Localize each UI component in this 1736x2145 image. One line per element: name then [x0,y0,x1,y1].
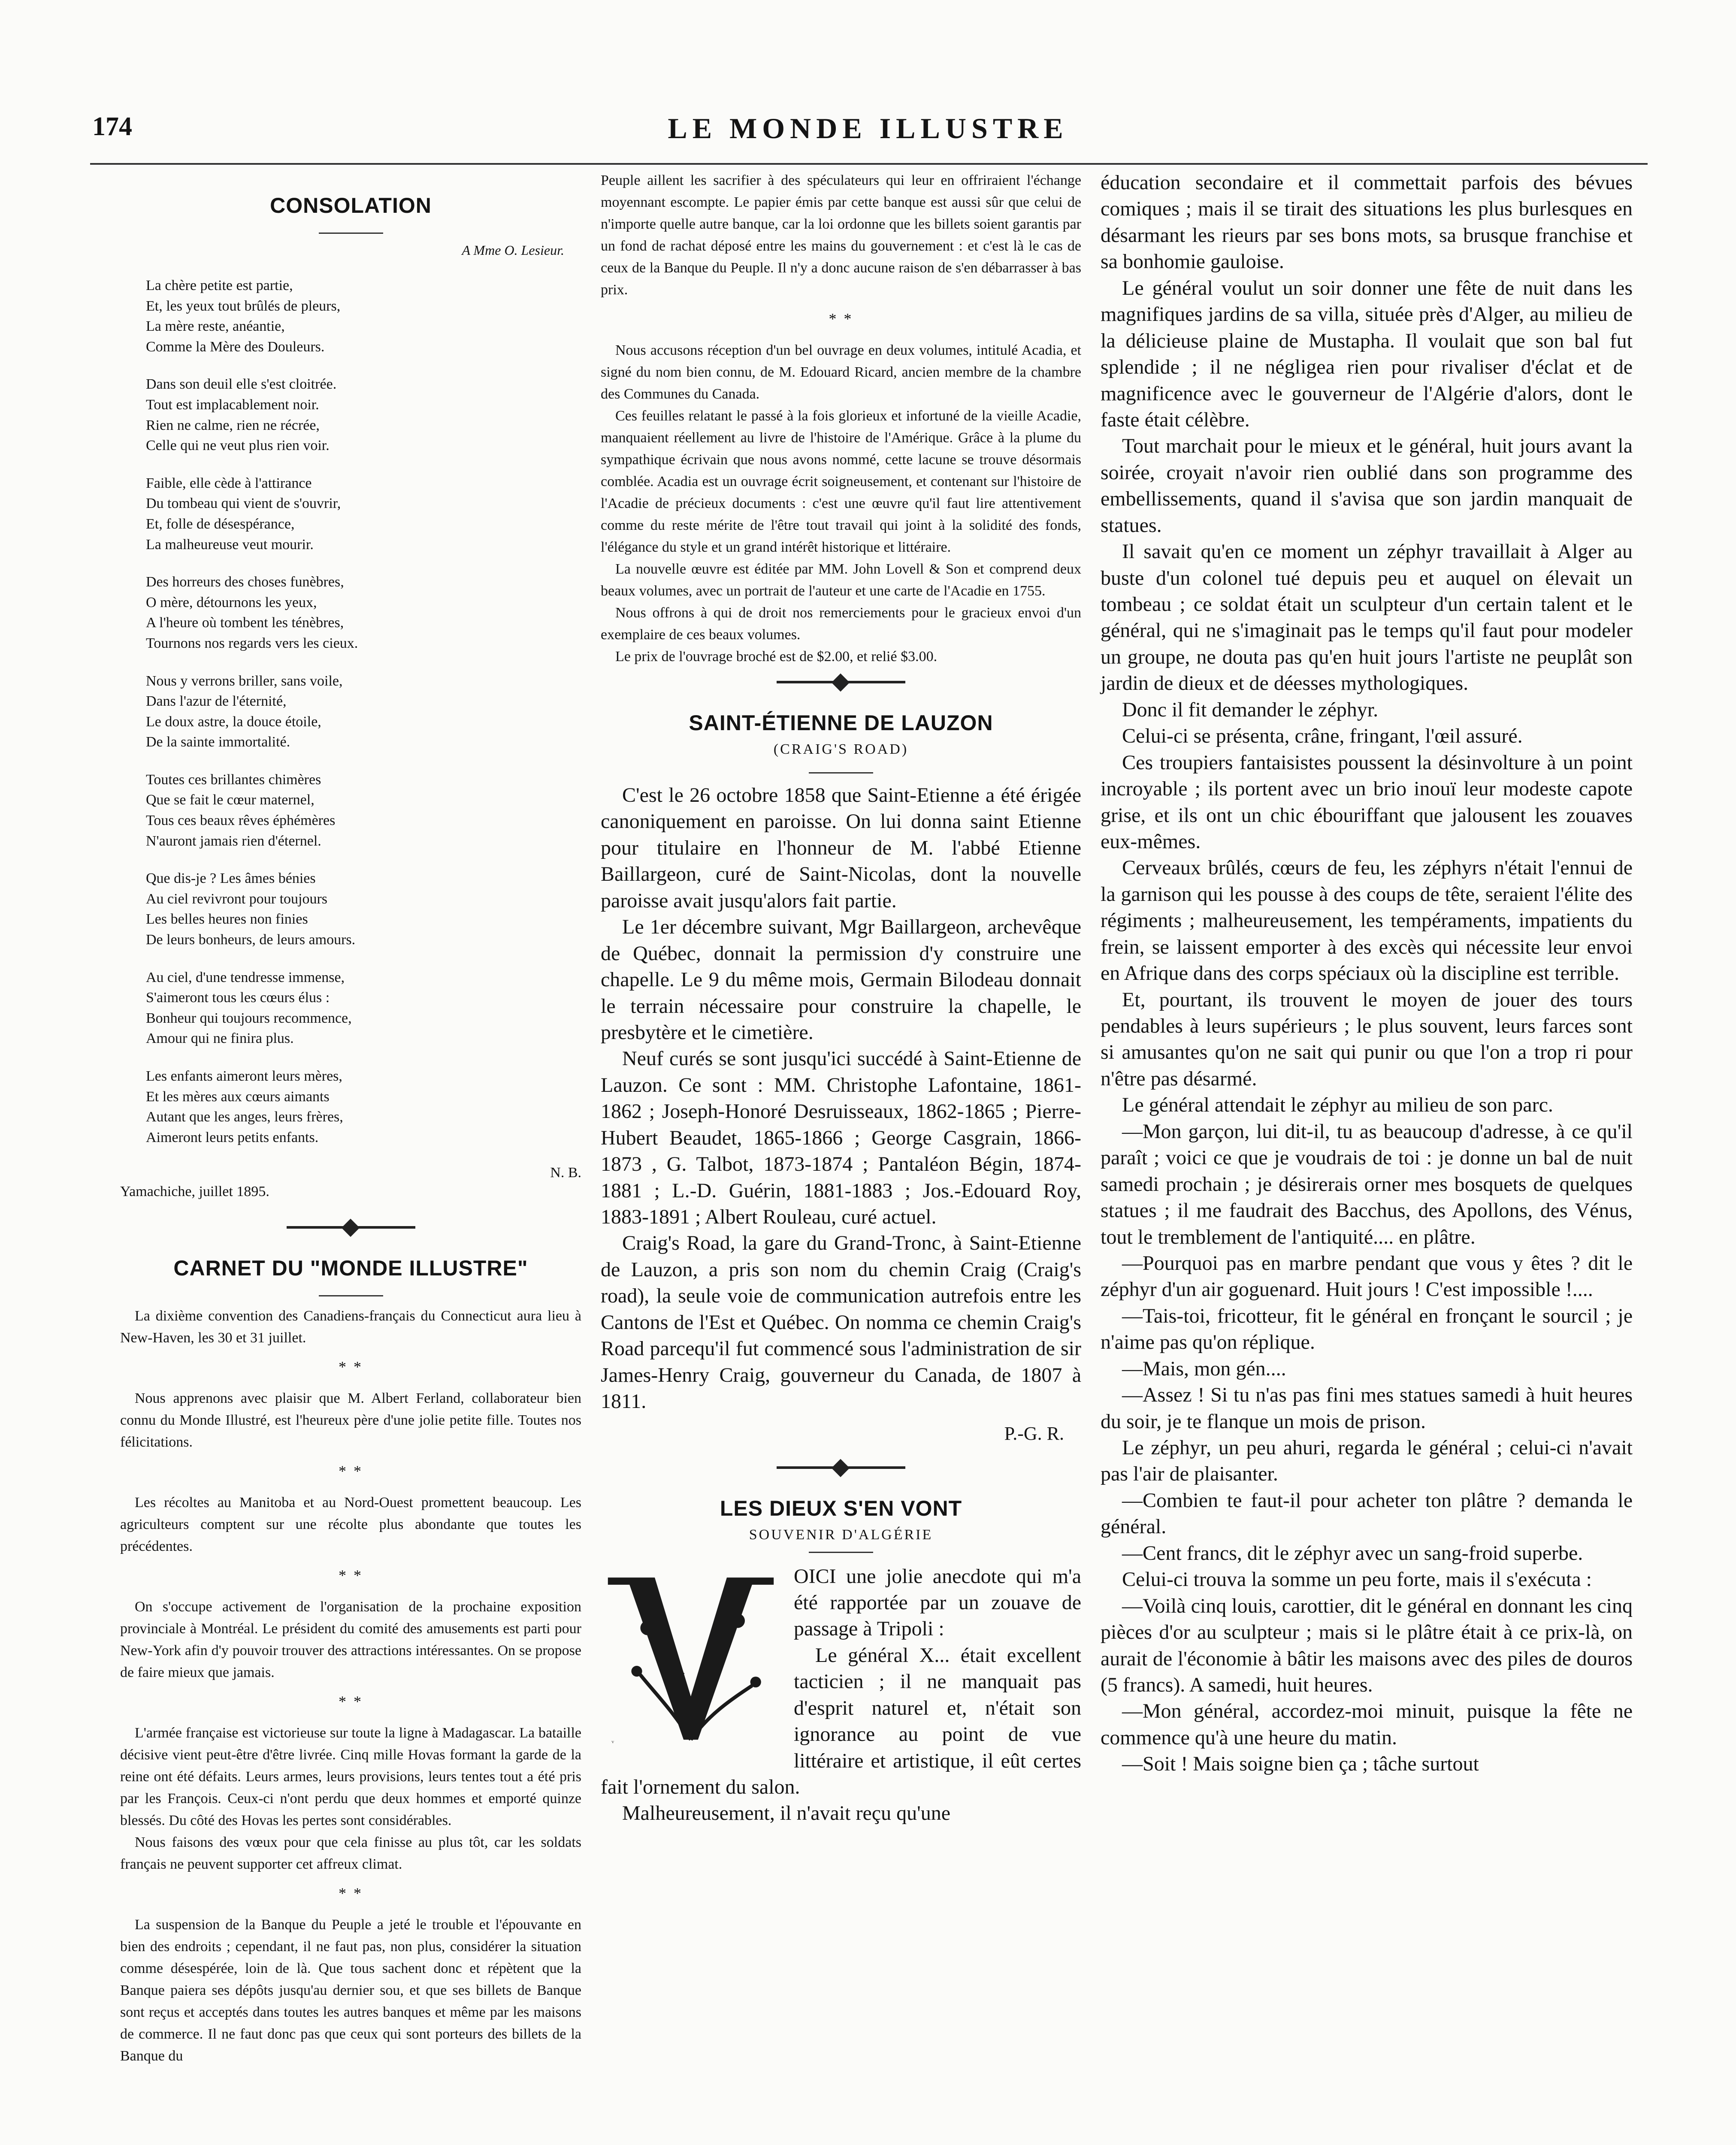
dieux-paragraph: —Voilà cinq louis, carottier, dit le général en donnant les cinq pièces d'or au sculpteur ; mais si le plâtre était à ce prix-là, on aurait de l'économie à bâtir les maisons avec des piles de douros (5 francs). A samedi, huit heures. [1101,1594,1633,1696]
poem-line: N'auront jamais rien d'éternel. [146,833,321,849]
acadia-paragraph: La nouvelle œuvre est éditée par MM. John Lovell & Son et comprend deux beaux volumes, avec un portrait de l'auteur et une carte de l'Acadie en 1755. [601,561,1081,599]
poem-line: Tout est implacablement noir. [146,396,319,413]
title-rule [319,233,383,234]
poem-stanza [146,770,581,851]
poem-line: La chère petite est partie, [146,278,293,293]
poem-line: Toutes ces brillantes chimères [146,771,321,788]
poem-line: Dans son deuil elle s'est cloitrée. [146,376,337,393]
carnet-paragraph: Nous faisons des vœux pour que cela finisse au plus tôt, car les soldats français ne peuvent supporter cet affreux climat. [120,1834,581,1873]
poem-line: Autant que les anges, leurs frères, [146,1109,343,1125]
poem-line: Amour qui ne finira plus. [146,1030,294,1047]
lauzon-paragraph: Le 1er décembre suivant, Mgr Baillargeon, archevêque de Québec, donnait la permission d'y construire une chapelle. Le 9 du même mois, Germain Bilodeau donnait le terrain nécessaire pour construire la chapelle, le presbytère et le cimetière. [601,915,1081,1044]
poem-line: Rien ne calme, rien ne récrée, [146,417,320,433]
dieux-paragraph: Le général attendait le zéphyr au milieu de son parc. [1122,1094,1553,1117]
dieux-subtitle: SOUVENIR D'ALGÉRIE [749,1526,933,1543]
poem-line: Au ciel revivront pour toujours [146,891,328,907]
poem-stanza [146,671,581,752]
acadia-paragraph: Le prix de l'ouvrage broché est de $2.00, et relié $3.00. [615,649,938,665]
page-number: 174 [92,112,132,141]
poem-line: Et, les yeux tout brûlés de pleurs, [146,298,341,314]
separator-asterism: * * [339,1567,363,1584]
masthead: LE MONDE ILLUSTRE [668,112,1068,145]
poem-stanza [146,572,581,653]
poem-line: Les enfants aimeront leurs mères, [146,1068,342,1084]
consolation-title: CONSOLATION [270,193,432,218]
poem-line: Au ciel, d'une tendresse immense, [146,969,345,985]
column-1 [120,169,581,2067]
column-3 [1101,169,1633,1777]
carnet-paragraph: On s'occupe activement de l'organisation de la prochaine exposition provinciale à Montréal. Le président du comité des amusements est parti pour New-York afin d'y pouvoir trouver des attractions intéressantes. On se propose de faire mieux que jamais. [120,1599,581,1681]
poem-line: Faible, elle cède à l'attirance [146,475,312,491]
poem-line: Nous y verrons briller, sans voile, [146,673,343,689]
lauzon-paragraph: Neuf curés se sont jusqu'ici succédé à Saint-Etienne de Lauzon. Ce sont : MM. Christophe Lafontaine, 1861-1862 ; Joseph-Honoré Desruisseaux, 1862-1865 ; Pierre-Hubert Beaudet, 1865-1866 ; George Casgrain, 1866-1873 , G. Talbot, 1873-1874 ; Pantaléon Bégin, 1874-1881 ; L.-D. Guérin, 1881-1883 ; Jos.-Edouard Roy, 1883-1891 ; Albert Rouleau, curé actuel. [601,1047,1081,1228]
lauzon-paragraph: C'est le 26 octobre 1858 que Saint-Etienne a été érigée canoniquement en paroisse. On lui donna saint Etienne pour titulaire en l'honneur de M. l'abbé Etienne Baillargeon, curé de Saint-Nicolas, dont la nouvelle paroisse avait jusqu'alors fait partie. [601,784,1081,912]
dieux-paragraph: —Combien te faut-il pour acheter ton plâtre ? demanda le général. [1101,1489,1633,1538]
poem-line: Celle qui ne veut plus rien voir. [146,438,330,454]
separator-asterism: * * [829,310,853,327]
dieux-paragraph: Il savait qu'en ce moment un zéphyr travaillait à Alger au buste d'un colonel tué depuis peu et auquel on élevait un tombeau ; ce soldat était un sculpteur d'un certain talent et le général, qui ne s'imaginait pas le temps qu'il faut pour modeler un groupe, ne douta pas qu'en huit jours l'artiste ne peuplât son jardin de dieux et de déesses mythologiques. [1101,540,1633,695]
carnet-paragraph: La dixième convention des Canadiens-français du Connecticut aura lieu à New-Haven, les 30 et 31 juillet. [120,1308,581,1346]
title-rule [319,1295,383,1296]
dieux-paragraph: Et, pourtant, ils trouvent le moyen de jouer des tours pendables à leurs supérieurs ; le plus souvent, leurs farces sont si amusantes qu'on ne sait qui punir ou que l'on a trop ri pour n'être pas désarmé. [1101,988,1633,1090]
poem-line: Le doux astre, la douce étoile, [146,713,321,730]
title-rule [809,772,873,773]
dieux-paragraph: —Mais, mon gén.... [1122,1357,1286,1380]
poem-line: Et, folle de désespérance, [146,516,295,532]
poem-line: Les belles heures non finies [146,911,308,927]
dieux-paragraph: —Cent francs, dit le zéphyr avec un sang-froid superbe. [1122,1541,1583,1565]
lauzon-title: SAINT-ÉTIENNE DE LAUZON [689,711,993,735]
acadia-paragraph: Ces feuilles relatant le passé à la fois glorieux et infortuné de la vieille Acadie, manquaient réellement au livre de l'histoire de l'Amérique. Grâce à la plume du sympathique écrivain que nous avons nommé, cette lacune se trouve désormais comblée. Acadia est un ouvrage écrit soigneusement, et contenant sur l'histoire de l'Acadie de précieux documents : c'est une œuvre qu'il faut lire attentivement comme du reste mérite de l'être tout travail qui joint à la solidité des fonds, l'élégance du style et un grand intérêt historique et littéraire. [601,408,1081,555]
acadia-paragraph: Nous offrons à qui de droit nos remerciements pour le gracieux envoi d'un exemplaire de ces beaux volumes. [601,605,1081,643]
dieux-paragraph: Cerveaux brûlés, cœurs de feu, les zéphyrs n'était l'ennui de la garnison qui les pousse à des coups de tête, seraient l'élite des régiments ; malheureusement, les tempéraments, impatients du frein, se laissent emporter à des excès qui nécessite leur envoi en Afrique dans des corps spéciaux où la discipline est terrible. [1101,856,1633,985]
poem-signature: N. B. [550,1165,581,1181]
dieux-paragraph: Donc il fit demander le zéphyr. [1122,698,1379,721]
poem-line: Tous ces beaux rêves éphémères [146,813,336,829]
separator-asterism: * * [339,1358,363,1376]
poem-line: A l'heure où tombent les ténèbres, [146,615,344,631]
poem-stanza [146,1066,581,1148]
dieux-paragraph: Ces troupiers fantaisistes poussent la désinvolture à un point incroyable ; ils portent avec un brio inouï leur modeste capote grise, et ils ont un chic ébouriffant que jalousent les zouaves eux-mêmes. [1101,751,1633,853]
poem-line: Du tombeau qui vient de s'ouvrir, [146,495,341,512]
dieux-paragraph: Le zéphyr, un peu ahuri, regarda le général ; celui-ci n'avait pas l'air de plaisanter. [1101,1436,1633,1486]
column-2 [601,169,1081,1827]
poem-stanza [146,868,581,950]
dieux-paragraph: —Tais-toi, fricotteur, fit le général en fronçant le sourcil ; je n'aime pas qu'on réplique. [1101,1304,1633,1354]
page-header [0,112,1736,163]
carnet-paragraph: Nous apprenons avec plaisir que M. Albert Ferland, collaborateur bien connu du Monde Illustré, est l'heureux père d'une jolie petite fille. Toutes nos félicitations. [120,1390,581,1450]
carnet-continuation: Peuple aillent les sacrifier à des spéculateurs qui leur en offriraient l'échange moyennant escompte. Le papier émis par cette banque est aussi sûr que celui de n'importe quelle autre banque, car la loi ordonne que les billets soient garantis par un fond de rachat déposé entre les mains du gouvernement : et c'est là le cas de ceux de la Banque du Peuple. Il n'y a donc aucune raison de s'en débarrasser à bas prix. [601,172,1081,298]
dieux-paragraph: Malheureusement, il n'avait reçu qu'une [622,1802,951,1825]
dieux-paragraph: Tout marchait pour le mieux et le général, huit jours avant la soirée, croyait n'avoir rien oublié dans son programme des embellissements, quand il s'avisa que son jardin manquait de statues. [1101,435,1633,537]
poem-line: Et les mères aux cœurs aimants [146,1088,330,1105]
dieux-paragraph: —Pourquoi pas en marbre pendant que vous y êtes ? dit le zéphyr d'un air goguenard. Huit jours ! C'est impossible !.... [1101,1251,1633,1301]
dieux-paragraph: Le général voulut un soir donner une fête de nuit dans les magnifiques jardins de sa villa, située près d'Alger, au milieu de la délicieuse plaine de Mustapha. Il voulait que son bal fut splendide ; il ne négligea rien pour rivaliser d'éclat et de magnificence avec le gouverneur de l'Algérie d'alors, dont le faste était célèbre. [1101,276,1633,431]
carnet-title: CARNET DU "MONDE ILLUSTRE" [173,1256,528,1281]
lauzon-subtitle: (CRAIG'S ROAD) [773,741,909,757]
dieux-title: LES DIEUX S'EN VONT [720,1496,962,1520]
section-ornament [777,1462,905,1473]
poem-line: Comme la Mère des Douleurs. [146,338,325,355]
dieux-paragraph: —Mon garçon, lui dit-il, tu as beaucoup d'adresse, à ce qu'il paraît ; voici ce que je voudrais de toi : je donne un bal de nuit samedi prochain ; je désirerais orner mes bosquets de quelques statues ; il me faudrait des Bacchus, des Apollons, des Vénus, tout le tremblement de l'antiquité.... en plâtre. [1101,1120,1633,1248]
dieux-continuation [1101,169,1633,1777]
poem-line: Que se fait le cœur maternel, [146,792,315,808]
dieux-opening [601,1563,1081,1827]
carnet-paragraph: La suspension de la Banque du Peuple a jeté le trouble et l'épouvante en bien des endroits ; cependant, il ne faut pas, non plus, considérer la situation comme désespérée, loin de là. Que tous sachent donc et répètent que la Banque paiera ses dépôts jusqu'au dernier sou, et que ses billets de Banque sont reçus et acceptés dans toutes les autres banques et même par les maisons de commerce. Il ne faut donc pas que ceux qui sont porteurs des billets de la Banque du [120,1917,581,2064]
lauzon-signature: P.-G. R. [1004,1423,1064,1444]
decorated-initial [601,1567,781,1747]
dieux-paragraph: —Soit ! Mais soigne bien ça ; tâche surtout [1122,1752,1479,1776]
poem-line: O mère, détournons les yeux, [146,594,317,610]
poem-line: La malheureuse veut mourir. [146,536,314,553]
section-ornament [287,1221,415,1233]
poem-line: Tournons nos regards vers les cieux. [146,635,358,651]
dieux-paragraph: éducation secondaire et il commettait parfois des bévues comiques ; mais il se tirait des situations les plus burlesques en désarmant les rieurs par ses bons mots, sa brusque franchise et sa bonhomie gauloise. [1101,171,1633,273]
separator-asterism: * * [339,1885,363,1902]
separator-asterism: * * [339,1693,363,1710]
poem-stanza [146,967,581,1049]
poem-dedication: A Mme O. Lesieur. [462,242,564,258]
poem-stanza [146,275,581,357]
poem-stanza [146,374,581,456]
poem-line: De leurs bonheurs, de leurs amours. [146,932,356,948]
header-rule [90,163,1648,165]
poem-line: Des horreurs des choses funèbres, [146,574,344,590]
poem-line: Bonheur qui toujours recommence, [146,1010,352,1026]
drop-letter: V [611,1740,614,1744]
poem-stanza [146,473,581,555]
dieux-paragraph: Le général X... était excellent tacticien ; il ne manquait pas d'esprit naturel et, n'était son ignorance au point de vue littéraire et artistique, il eût certes fait l'ornement du salon. [601,1643,1081,1798]
poem-line: La mère reste, anéantie, [146,318,285,335]
lauzon-paragraph: Craig's Road, la gare du Grand-Tronc, à Saint-Etienne de Lauzon, a pris son nom du chemin Craig (Craig's road), la seule voie de communication autrefois entre les Cantons de l'Est et Québec. On nomma ce chemin Craig's Road parcequ'il fut commencé sous l'administration de sir James-Henry Craig, gouverneur du Canada, de 1807 à 1811. [601,1232,1081,1413]
poem-line: Que dis-je ? Les âmes bénies [146,870,316,887]
separator-asterism: * * [339,1462,363,1480]
poem [120,275,581,1148]
poem-place-date: Yamachiche, juillet 1895. [120,1184,269,1200]
carnet-paragraph: L'armée française est victorieuse sur toute la ligne à Madagascar. La bataille décisive vient peut-être d'être livrée. Cinq mille Hovas formant la garde de la reine ont été défaits. Leurs armes, leurs provisions, leurs tentes tout a été pris par les François. Ceux-ci n'ont perdu que deux hommes et emporté quinze blessés. Du côté des Hovas les pertes sont considérables. [120,1725,581,1829]
dieux-paragraph: —Assez ! Si tu n'as pas fini mes statues samedi à huit heures du soir, je te flanque un mois de prison. [1101,1384,1633,1433]
acadia-paragraph: Nous accusons réception d'un bel ouvrage en deux volumes, intitulé Acadia, et signé du nom bien connu, de M. Edouard Ricard, ancien membre de la chambre des Communes du Canada. [601,342,1081,402]
carnet-paragraph: Les récoltes au Manitoba et au Nord-Ouest promettent beaucoup. Les agriculteurs comptent sur une récolte plus abondante que toutes les précédentes. [120,1495,581,1555]
poem-line: De la sainte immortalité. [146,734,290,750]
dieux-paragraph: —Mon général, accordez-moi minuit, puisque la fête ne commence qu'à une heure du matin. [1101,1700,1633,1749]
dieux-paragraph: Celui-ci se présenta, crâne, fringant, l'œil assuré. [1122,725,1523,748]
title-rule [809,1552,873,1553]
dieux-paragraph: Celui-ci trouva la somme un peu forte, mais il s'exécuta : [1122,1568,1592,1591]
poem-line: Aimeront leurs petits enfants. [146,1129,319,1145]
poem-line: Dans l'azur de l'éternité, [146,693,287,710]
poem-line: S'aimeront tous les cœurs élus : [146,990,330,1006]
dieux-intro: OICI une jolie anecdote qui m'a été rapportée par un zouave de passage à Tripoli : [794,1565,1081,1640]
section-ornament [777,676,905,687]
